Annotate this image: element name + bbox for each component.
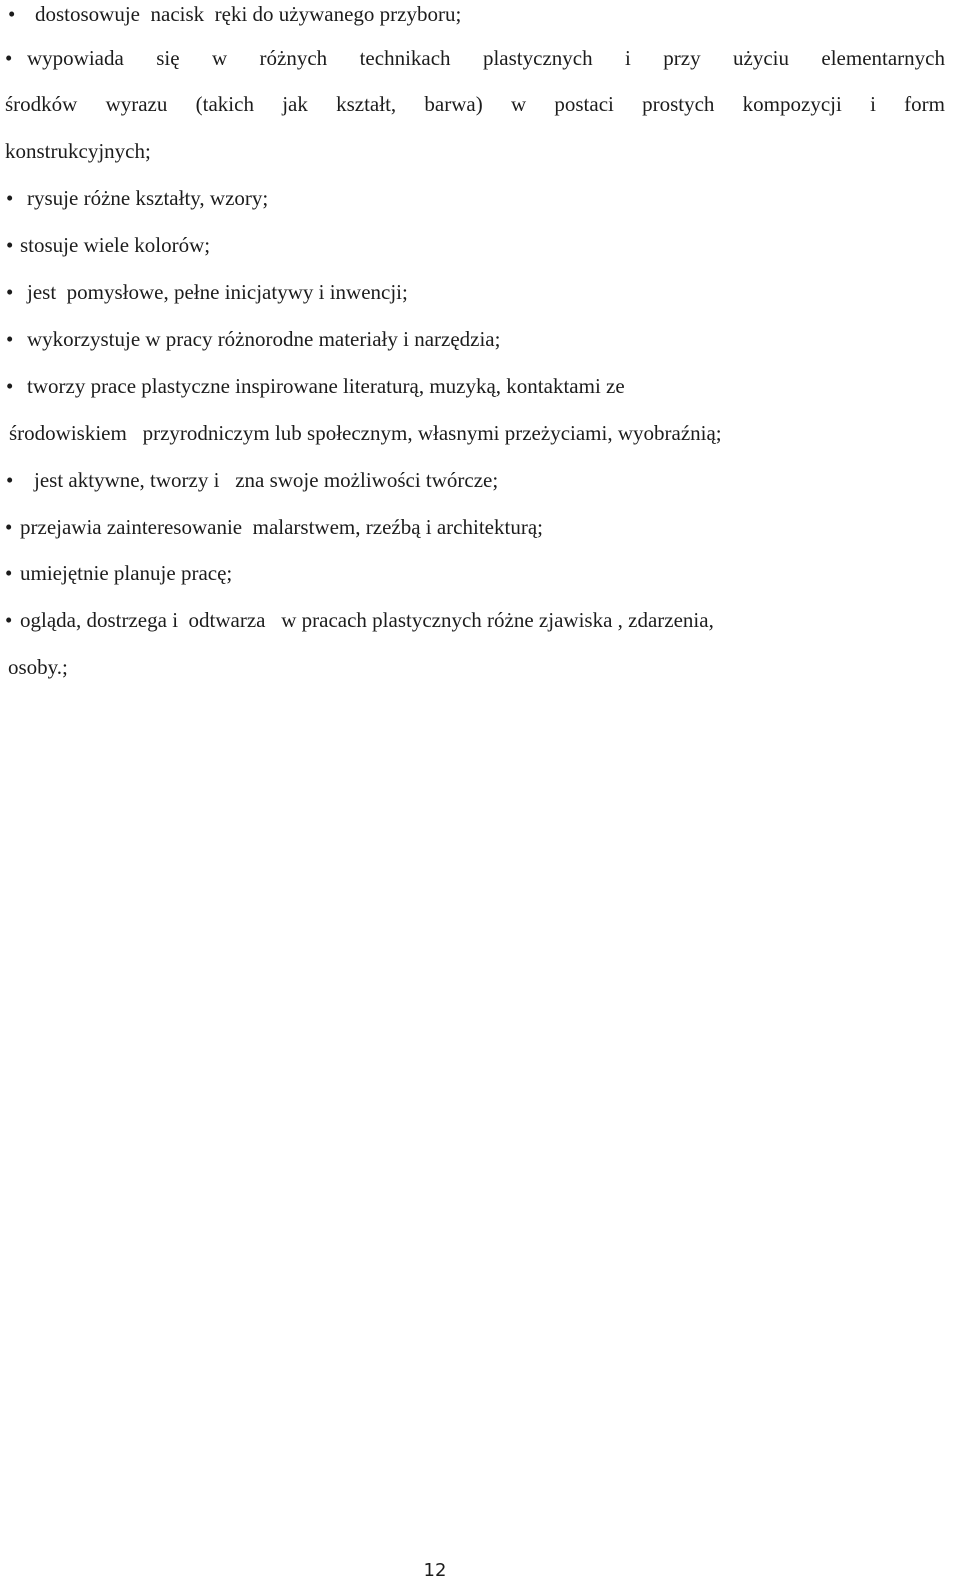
list-item-text: przejawia zainteresowanie malarstwem, rzeźbą i architekturą; xyxy=(20,515,543,539)
list-item xyxy=(0,38,960,78)
list-item-text: umiejętnie planuje pracę; xyxy=(20,561,233,585)
bullet-marker: • xyxy=(5,46,13,70)
bullet-marker: • xyxy=(6,468,14,492)
list-item xyxy=(0,553,960,593)
bullet-marker: • xyxy=(6,233,14,257)
list-item-text: rysuje różne kształty, wzory; xyxy=(27,186,269,210)
list-item-text: wykorzystuje w pracy różnorodne materiały i narzędzia; xyxy=(27,327,501,351)
list-item-text: stosuje wiele kolorów; xyxy=(20,233,211,257)
bullet-marker: • xyxy=(5,561,13,585)
list-item-text: jest pomysłowe, pełne inicjatywy i inwencji; xyxy=(27,280,408,304)
list-item-text: konstrukcyjnych; xyxy=(5,139,151,163)
list-item xyxy=(0,507,960,547)
bullet-marker: • xyxy=(8,2,16,26)
list-item-text: osoby.; xyxy=(8,655,68,679)
list-item xyxy=(0,600,960,640)
list-item xyxy=(0,178,960,218)
list-item xyxy=(0,366,960,406)
list-item xyxy=(0,272,960,312)
list-item-text: jest aktywne, tworzy i zna swoje możliwości twórcze; xyxy=(34,468,499,492)
list-item-continuation xyxy=(0,647,960,687)
page-number: 12 xyxy=(423,1560,447,1581)
list-item-text: dostosowuje nacisk ręki do używanego przyboru; xyxy=(35,2,462,26)
list-item-continuation xyxy=(0,413,960,453)
bullet-marker: • xyxy=(6,186,14,210)
list-item-continuation xyxy=(0,84,960,124)
list-item xyxy=(0,225,960,265)
bullet-marker: • xyxy=(6,327,14,351)
list-item-text: środków wyrazu (takich jak kształt, barwa) w postaci prostych kompozycji i form xyxy=(5,92,945,116)
list-item-text: środowiskiem przyrodniczym lub społecznym, własnymi przeżyciami, wyobraźnią; xyxy=(9,421,722,445)
list-item-continuation xyxy=(0,131,960,171)
bullet-marker: • xyxy=(6,280,14,304)
bullet-marker: • xyxy=(6,374,14,398)
list-item xyxy=(0,460,960,500)
list-item xyxy=(0,319,960,359)
list-item-text: ogląda, dostrzega i odtwarza w pracach plastycznych różne zjawiska , zdarzenia, xyxy=(20,608,714,632)
list-item xyxy=(0,0,960,34)
list-item-text: tworzy prace plastyczne inspirowane literaturą, muzyką, kontaktami ze xyxy=(27,374,625,398)
bullet-marker: • xyxy=(5,515,13,539)
bullet-marker: • xyxy=(5,608,13,632)
list-item-text: wypowiada się w różnych technikach plastycznych i przy użyciu elementarnych xyxy=(27,46,945,70)
